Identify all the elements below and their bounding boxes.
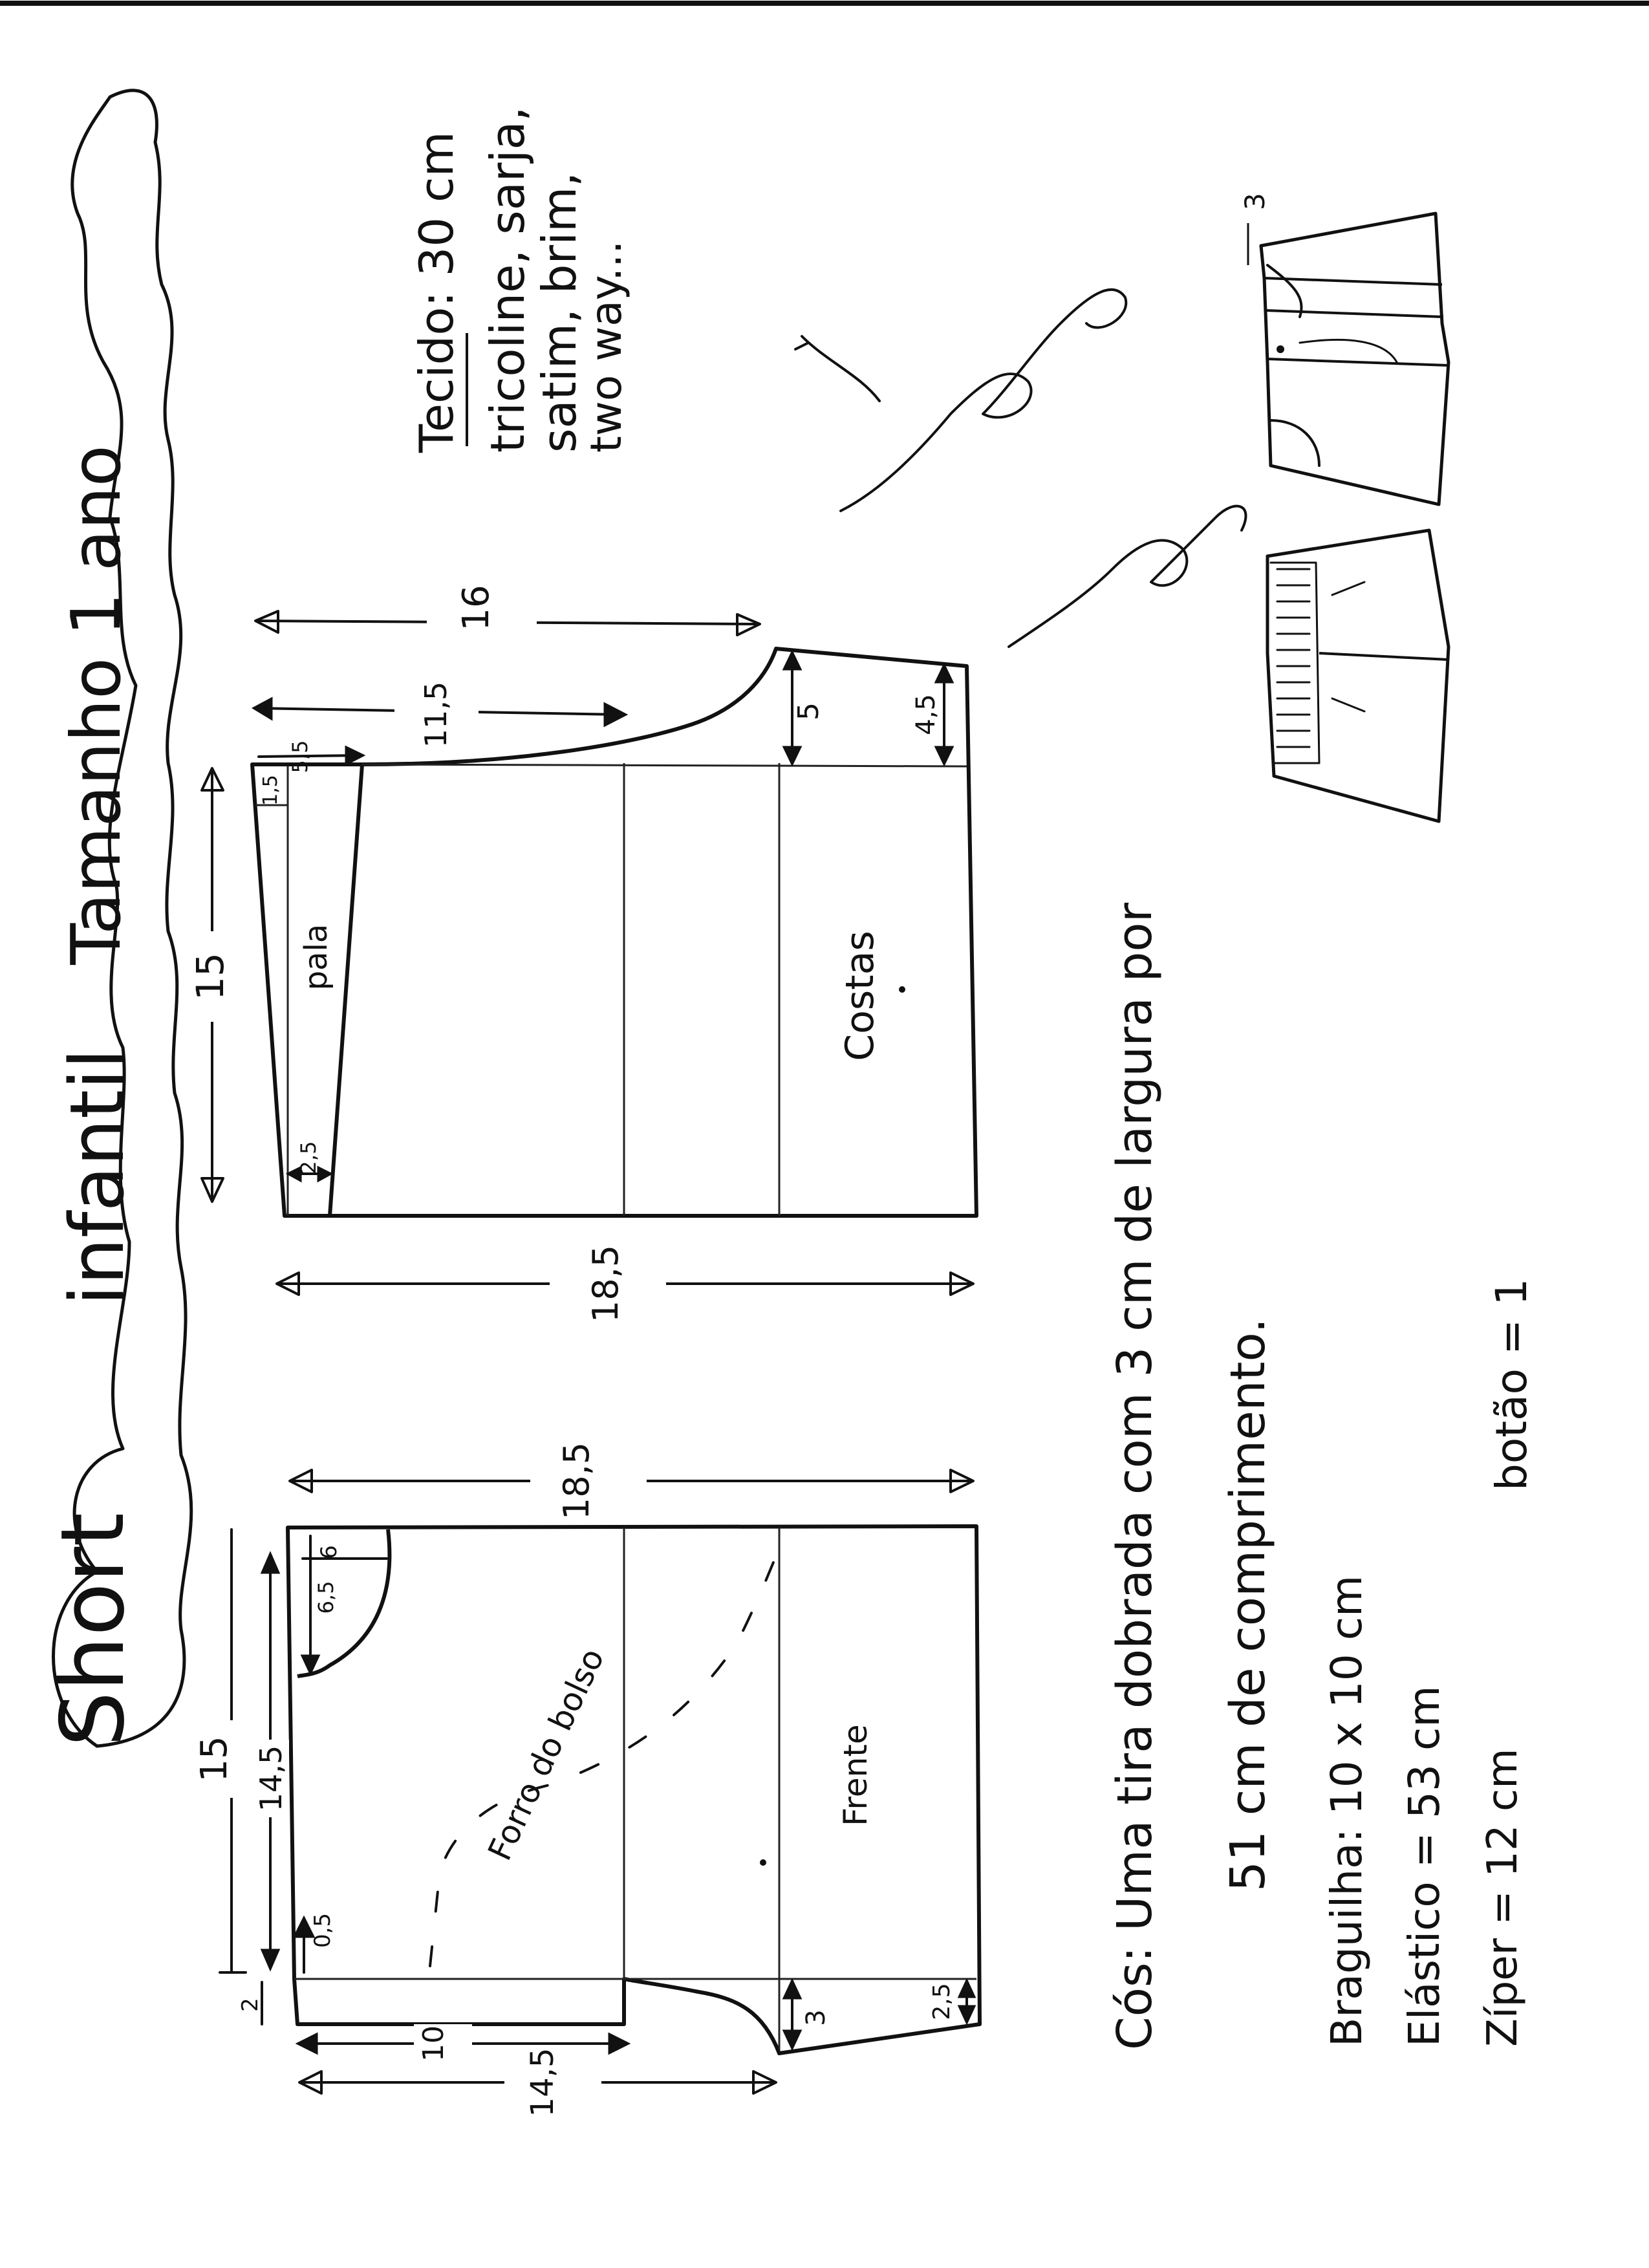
note-waistband-line-1: Cós: Uma tira dobrada com 3 cm de largura por (1107, 902, 1163, 2050)
sketch-front-fly (1300, 340, 1397, 362)
back-dim-hem-right-label: 4,5 (911, 694, 941, 735)
back-dim-yoke-left-label: 1,5 (259, 775, 282, 806)
back-piece-dot (899, 986, 905, 993)
notes (1107, 902, 1536, 2050)
back-piece (188, 585, 976, 1323)
note-zipper: Zíper = 12 cm (1479, 1748, 1527, 2047)
signature-stroke-2 (1009, 506, 1245, 647)
sketch-back-center (1319, 653, 1449, 660)
back-dim-crotch-head-r (605, 704, 626, 726)
front-dim-hem-right-head-t (959, 1980, 975, 1997)
sketch-front-waist-2 (1266, 310, 1443, 317)
shorts-sketch-back (1267, 530, 1449, 821)
title-banner (42, 91, 191, 1747)
front-dim-length-outer-label: 15 (193, 1736, 235, 1782)
back-dim-crotch-head-l (253, 698, 272, 719)
sketch-waist-label: 3 (1239, 193, 1271, 210)
front-dim-length-inner-head-b (262, 1950, 279, 1969)
back-dim-yoke-bottom-label: 2,5 (296, 1141, 321, 1174)
front-dim-hem-left-head-b (784, 2031, 801, 2049)
front-dim-fly-label: 10 (417, 2025, 450, 2062)
back-dim-hem-right-head-t (936, 665, 953, 682)
signature (795, 290, 1245, 647)
front-dim-pocket-h-label: 6,5 (314, 1581, 338, 1614)
note-fly: Braguilha: 10 x 10 cm (1322, 1575, 1372, 2047)
back-dim-hem-left-head-b (784, 747, 801, 764)
sketch-back-pocket (1332, 582, 1364, 711)
sketch-back-elastic (1271, 563, 1319, 763)
note-elastic: Elástico = 53 cm (1399, 1685, 1449, 2047)
front-piece-name: Frente (837, 1724, 874, 1826)
front-dim-rise-label: 0,5 (310, 1912, 336, 1949)
back-dim-hem-left-label: 5 (792, 702, 825, 720)
front-dim-hem-left-label: 3 (801, 2009, 831, 2026)
back-guide-waist (362, 764, 967, 766)
note-waistband-line-2: 51 cm de comprimento. (1220, 1317, 1276, 1892)
front-piece (193, 1442, 980, 2117)
front-dim-width-label: 18,5 (556, 1442, 597, 1520)
fabric-line-4: two way... (581, 240, 631, 453)
front-dim-waist-offset-label: 2 (237, 1998, 263, 2012)
back-dim-top-label: 16 (455, 585, 497, 631)
front-dim-hem-left-head-t (784, 1980, 801, 1998)
back-dim-hem-right-head-b (936, 747, 953, 764)
back-dim-yoke-top-head (346, 747, 363, 764)
front-dim-pocket-w-label: 6 (316, 1545, 342, 1559)
sketch-front-pocket-2 (1271, 420, 1319, 466)
signature-stroke-3 (795, 336, 879, 401)
signature-stroke-1 (841, 290, 1126, 511)
sketch-button (1277, 345, 1284, 353)
sketch-front-center (1267, 359, 1449, 365)
front-piece-dot (760, 1859, 766, 1866)
front-dim-length-inner-head-t (262, 1553, 279, 1573)
fabric-line-2: tricoline, sarja, (480, 106, 535, 453)
back-dim-hem-left-head-t (784, 652, 801, 669)
front-dim-fly-head-r (609, 2034, 629, 2053)
back-dim-length-label: 15 (188, 953, 232, 1000)
front-pocket-lining-label: Forro do bolso (480, 1643, 612, 1866)
front-dim-fly-head-l (297, 2034, 317, 2053)
front-piece-outline (288, 1526, 980, 2053)
back-piece-name: Costas (837, 931, 883, 1061)
note-button: botão = 1 (1487, 1278, 1536, 1491)
front-dim-hem-right-head-b (959, 2006, 975, 2023)
shorts-sketch-front (1239, 193, 1449, 504)
front-fly-dashed (430, 1539, 782, 1966)
fabric-line-3: satim, brim, (532, 171, 587, 453)
sketch-back-outline (1267, 530, 1449, 821)
sketch-front-pocket-1 (1267, 265, 1302, 317)
back-dim-crotch-label: 11,5 (418, 681, 453, 748)
back-yoke-diagonal (330, 764, 362, 1216)
title-word-size: Tamanho 1 ano (57, 445, 136, 965)
title-word-infantil: infantil (54, 1048, 141, 1306)
back-dim-width-label: 18,5 (585, 1244, 626, 1323)
fabric-note (409, 107, 631, 453)
back-dim-yoke-top-label: 5,5 (288, 740, 312, 773)
title-word-short: Short (42, 1512, 144, 1747)
back-yoke-label: pala (298, 923, 334, 991)
front-dim-length-inner-label: 14,5 (253, 1745, 288, 1812)
front-dim-bottom-label: 14,5 (524, 2047, 561, 2117)
front-dim-hem-right-label: 2,5 (929, 1983, 955, 2020)
fabric-line-1: Tecido: 30 cm (409, 131, 464, 453)
